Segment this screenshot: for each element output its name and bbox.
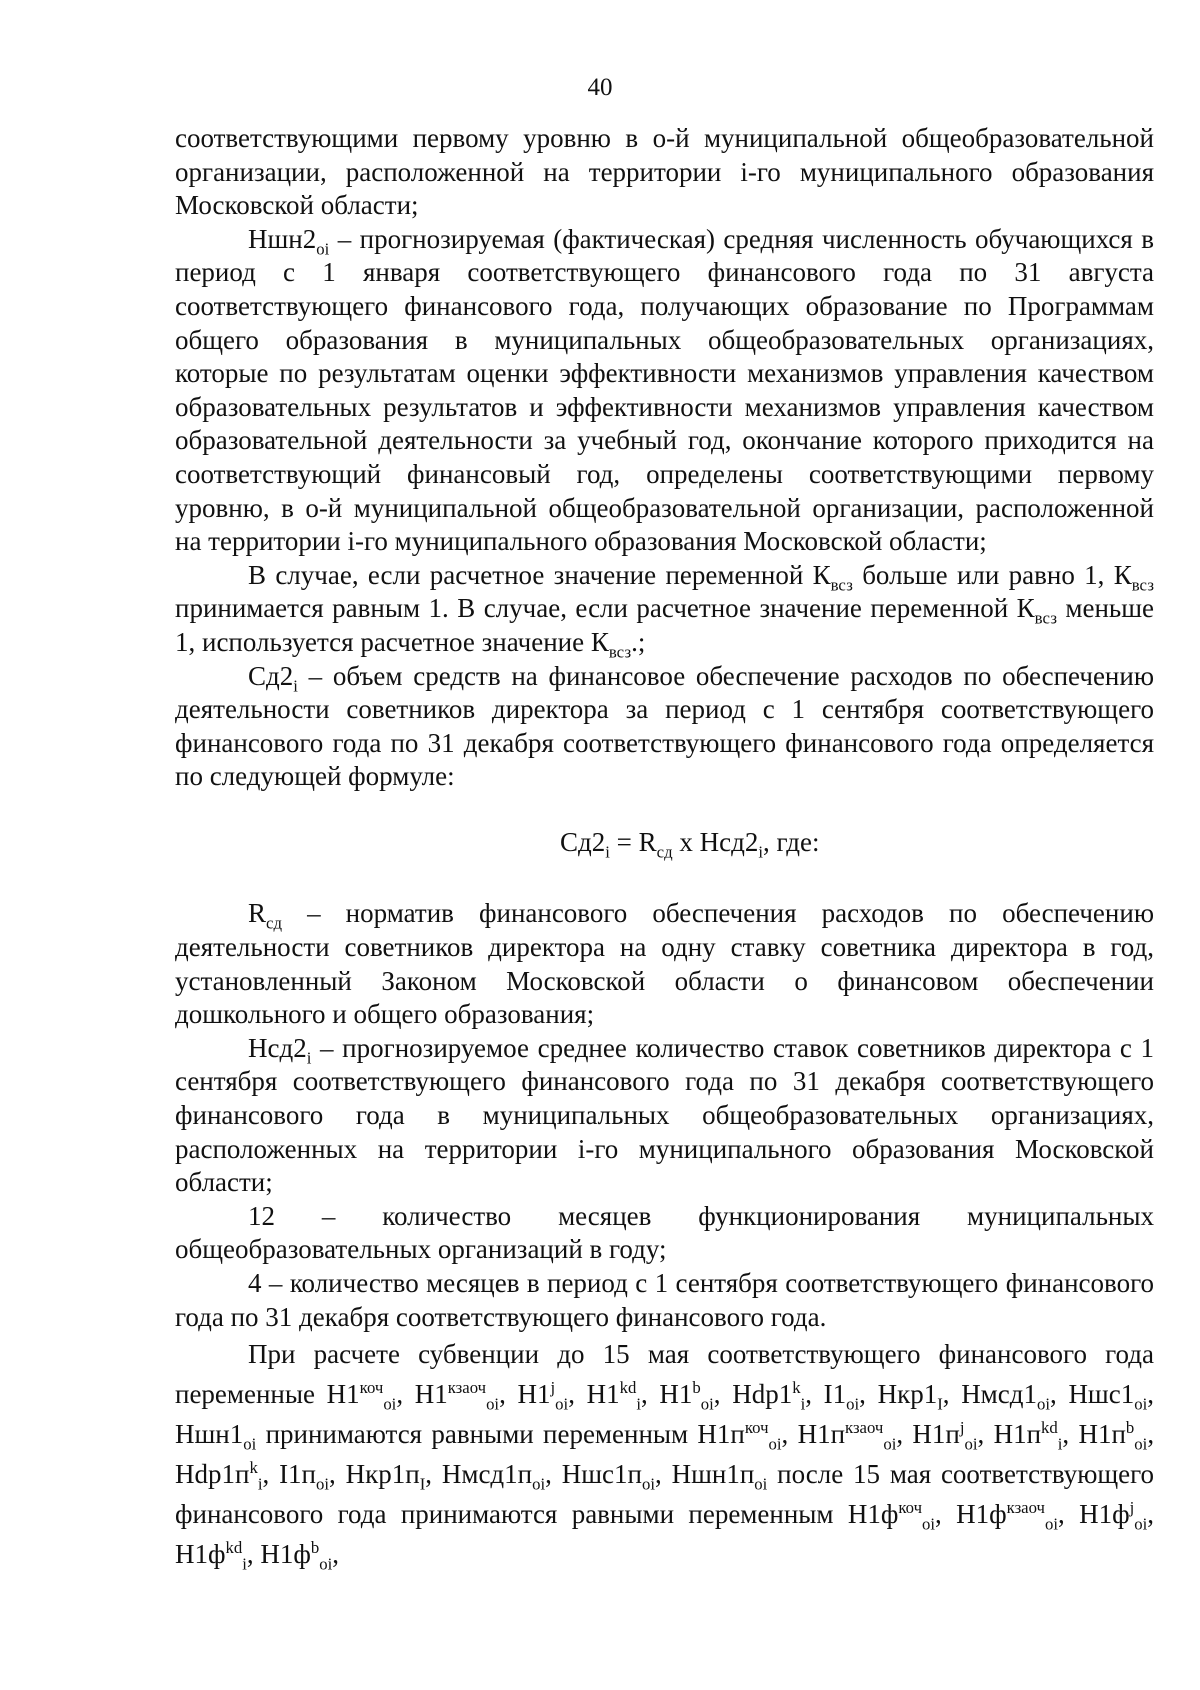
paragraph-4-months: 4 – количество месяцев в период с 1 сентября соответствующего финансового года по 31 декабря соответствующего финансового года. (175, 1268, 1154, 1332)
paragraph-2-text: – прогнозируемая (фактическая) средняя численность обучающихся в период с 1 января соответствующего финансового года по 31 августа соответствующего финансового года, получающих образование по Программам общего образования в муниципальных общеобразовательных организациях, которые по результатам оценки эффективности механизмов управления качеством образовательных результатов и эффективности механизмов управления качеством образовательной деятельности за учебный год, окончание которого приходится на соответствующий финансовый год, определены соответствующими первому уровню, в о-й муниципальной общеобразовательной организации, расположенной на территории i-го муниципального образования Московской области; (175, 223, 1154, 557)
variable-п-2 (912, 1418, 978, 1454)
word-peremennym: переменным (543, 1419, 689, 1450)
term-nshn2-sub: oi (316, 239, 330, 259)
variable-name: Н1ф (847, 1499, 899, 1530)
variable-name: Н1ф (175, 1539, 226, 1570)
term-sd2: Сд2 (248, 660, 294, 691)
body-text (175, 122, 1154, 1574)
variable-name: Н1п (912, 1419, 960, 1450)
variable-sup: кзаоч (1006, 1498, 1045, 1518)
variable-п-3 (993, 1418, 1063, 1454)
variable-ф-4 (260, 1538, 333, 1574)
variable-sup: kd (619, 1378, 637, 1398)
variable-sup: j (959, 1418, 965, 1438)
variable-base-5 (732, 1378, 806, 1414)
paragraph-4-text: – объем средств на финансовое обеспечение расходов по обеспечению деятельности советников директора за период с 1 сентября соответствующего финансового года по 31 декабря соответствующего финансового года определяется по следующей формуле: (175, 660, 1154, 792)
variable-name: Н1 (586, 1379, 620, 1410)
variable-sub: oi (1044, 1514, 1058, 1534)
word-ravnymi: равными (431, 1419, 534, 1450)
variable-sup: коч (359, 1378, 384, 1398)
variable-base-1 (414, 1378, 500, 1414)
variable-п-9 (561, 1459, 655, 1494)
variable-п-10 (671, 1459, 768, 1494)
variable-name: Н1п (697, 1419, 745, 1450)
term-nsd2-sub: i (306, 1048, 312, 1068)
variable-name: Ншн1 (175, 1419, 244, 1450)
term-nshn2: Ншн2 (248, 223, 317, 254)
variable-base-9 (1068, 1379, 1148, 1414)
paragraph-rsd (175, 897, 1154, 1031)
variable-name: Н1ф (260, 1539, 311, 1570)
variable-base-7 (877, 1379, 943, 1414)
variable-name: Нмсд1 (961, 1379, 1037, 1410)
kvsz-sub-4: всз (608, 642, 632, 662)
variable-sub: i (800, 1394, 806, 1414)
variable-п-5 (175, 1458, 263, 1494)
paragraph-nsd2 (175, 1032, 1154, 1200)
variable-name: I1п (279, 1459, 317, 1490)
variable-base-8 (961, 1379, 1051, 1414)
variable-base-0 (326, 1378, 397, 1414)
variable-name: Ншс1п (561, 1459, 642, 1490)
variable-sup: b (692, 1378, 701, 1398)
formula-c: х Нсд2 (672, 826, 759, 857)
variable-name: Нкр1 (877, 1379, 938, 1410)
variable-name: Нкр1п (345, 1459, 420, 1490)
variable-sub: oi (964, 1434, 978, 1454)
paragraph-sd2 (175, 660, 1154, 794)
variable-sub: I (937, 1394, 943, 1414)
variable-sup: kd (225, 1538, 243, 1558)
variable-sub: oi (383, 1394, 397, 1414)
variable-sub: oi (319, 1554, 333, 1574)
variable-п-6 (279, 1459, 330, 1494)
variable-sub: oi (316, 1474, 330, 1494)
variable-sub: i (636, 1394, 641, 1414)
variable-п-8 (441, 1459, 546, 1494)
kvsz-sub-2: всз (1131, 575, 1154, 595)
variable-name: Н1 (517, 1379, 551, 1410)
variable-name: Ншн1п (671, 1459, 755, 1490)
variable-sup: b (1125, 1418, 1135, 1438)
variable-sub: oi (486, 1394, 500, 1414)
variable-name: Ншс1 (1068, 1379, 1135, 1410)
word-prinimayutsya: принимаются (265, 1419, 423, 1450)
variable-sub: oi (846, 1394, 860, 1414)
variable-sub: oi (641, 1474, 655, 1494)
variable-п-4 (1078, 1418, 1148, 1454)
kvsz-sub-1: всз (830, 575, 853, 595)
formula-sub-sd: сд (656, 842, 673, 862)
variable-name: Н1 (326, 1379, 360, 1410)
paragraph-6-text: – прогнозируемое среднее количество ставок советников директора с 1 сентября соответствующего финансового года по 31 декабря соответствующего финансового года в муниципальных общеобразовательных организациях, расположенных на территории i-го муниципального образования Московской области; (175, 1032, 1154, 1198)
variable-sup: k (792, 1378, 801, 1398)
variable-п-0 (697, 1418, 782, 1454)
variable-name: Нмсд1п (441, 1459, 533, 1490)
variable-sub: oi (1134, 1394, 1148, 1414)
variable-ф-1 (956, 1498, 1058, 1534)
variable-sup: k (249, 1458, 258, 1478)
variable-sub: i (242, 1554, 247, 1574)
variable-sub: oi (700, 1394, 714, 1414)
formula-d: , где: (763, 826, 820, 857)
variable-п-7 (345, 1459, 426, 1494)
variable-name: I1 (823, 1379, 847, 1410)
term-sd2-sub: i (293, 675, 298, 695)
variable-sup: b (310, 1538, 320, 1558)
paragraph-kvsz (175, 559, 1154, 660)
variable-base-6 (823, 1379, 860, 1414)
variable-name: Н1ф (956, 1499, 1007, 1530)
variable-sub: i (257, 1474, 263, 1494)
variable-base-3 (586, 1378, 641, 1414)
variable-base-4 (659, 1378, 714, 1414)
variable-sub: oi (243, 1434, 257, 1454)
variables-base-list: $Н1^{коч}_{oi}$, $Н1^{кзаоч}_{oi}$, $Н1^j_{oi}$, $Н1^{kd}_i$, $Н1^b_{oi}$, $Hdp1^k_i$, $I1_{oi}$, $Нкр1_I$, $Нмсд1_{oi}$, $Ншс1_{oi}$, $Ншн1_{oi}$ (175, 1378, 1154, 1454)
kvsz-sub-3: всз (1034, 608, 1057, 628)
variable-п-1 (797, 1418, 897, 1454)
variable-name: Н1ф (1079, 1499, 1130, 1530)
variable-sub: oi (1037, 1394, 1051, 1414)
variable-sup: j (1129, 1498, 1135, 1518)
paragraph-continuation (175, 122, 1154, 223)
variable-sup: j (550, 1378, 556, 1398)
variable-ф-3 (175, 1538, 247, 1574)
variable-sup: кзаоч (845, 1418, 884, 1438)
variable-sub: oi (532, 1474, 546, 1494)
variable-name: Н1п (797, 1419, 846, 1450)
variable-ф-2 (1079, 1498, 1148, 1534)
formula-sub-i-2: i (758, 842, 763, 862)
formula-sub-i-1: i (605, 842, 610, 862)
variable-name: Н1п (993, 1419, 1042, 1450)
variable-sub: I (419, 1474, 426, 1494)
kvsz-b: больше или равно 1, К (852, 559, 1132, 590)
variable-sub: oi (768, 1434, 782, 1454)
paragraph-5-text: – норматив финансового обеспечения расходов по обеспечению деятельности советников директора на одну ставку советника директора в год, установленный Законом Московской области о финансовом обеспечении дошкольного и общего образования; (175, 898, 1154, 1030)
variable-sub: oi (555, 1394, 569, 1414)
variable-name: Hdp1п (175, 1459, 250, 1490)
variable-base-2 (517, 1378, 569, 1414)
variable-sup: kd (1041, 1418, 1058, 1438)
paragraph-1-text: соответствующими первому уровню в о-й муниципальной общеобразовательной организации, расположенной на территории i-го муниципального образования Московской области; (175, 123, 1154, 221)
variable-sup: коч (744, 1418, 769, 1438)
kvsz-e: .; (631, 626, 646, 657)
variable-name: Н1 (659, 1379, 693, 1410)
variable-sub: oi (922, 1514, 936, 1534)
kvsz-a: В случае, если расчетное значение переменной К (248, 559, 831, 590)
variable-sub: i (1057, 1434, 1063, 1454)
paragraph-subvention (175, 1334, 1154, 1574)
variable-sub: oi (754, 1474, 768, 1494)
variable-sub: oi (1134, 1514, 1148, 1534)
page-number: 40 (587, 74, 613, 101)
term-nsd2: Нсд2 (248, 1032, 307, 1063)
formula-b: = R (609, 826, 657, 857)
paragraph-12-months: 12 – количество месяцев функционирования муниципальных общеобразовательных организаций в году; (175, 1200, 1154, 1265)
subvention-intro: При расчете субвенции до 15 мая соответствующего финансового года переменные (175, 1339, 1154, 1410)
variable-sub: oi (1134, 1434, 1148, 1454)
variable-sup: кзаоч (447, 1378, 487, 1398)
paragraph-nshn2 (175, 223, 1154, 559)
variable-name: Hdp1 (732, 1379, 793, 1410)
variables-f-list: $Н1ф^{коч}_{oi}$, $Н1ф^{кзаоч}_{oi}$, $Н1ф^j_{oi}$, $Н1ф^{kd}_i$, $Н1ф^b_{oi}$, (175, 1498, 1155, 1574)
variable-name: Н1п (1078, 1419, 1126, 1450)
term-rsd-sub: сд (266, 913, 282, 933)
formula-sd2 (175, 826, 1154, 860)
variable-ф-0 (847, 1498, 936, 1534)
term-rsd: R (248, 898, 267, 929)
kvsz-c: принимается равным 1. В случае, если расчетное значение переменной К (175, 593, 1035, 624)
variable-sup: коч (898, 1498, 923, 1518)
variable-base-10 (175, 1419, 257, 1454)
kvsz-d: меньше 1, используется расчетное значение К (175, 593, 1155, 657)
formula-a: Сд2 (560, 826, 606, 857)
variable-name: Н1 (414, 1379, 448, 1410)
variables-p-list: $Н1п^{коч}_{oi}$, $Н1п^{кзаоч}_{oi}$, $Н1п^j_{oi}$, $Н1п^{kd}_i$, $Н1п^b_{oi}$, $Hdp1п^k_i$, $I1п_{oi}$, $Нкр1п_I$, $Нмсд1п_{oi}$, $Ншс1п_{oi}$, $Ншн1п_{oi}$ (175, 1418, 1155, 1494)
subvention-after: после 15 мая соответствующего финансового года принимаются равными переменным (175, 1459, 1155, 1530)
variable-sub: oi (883, 1434, 897, 1454)
